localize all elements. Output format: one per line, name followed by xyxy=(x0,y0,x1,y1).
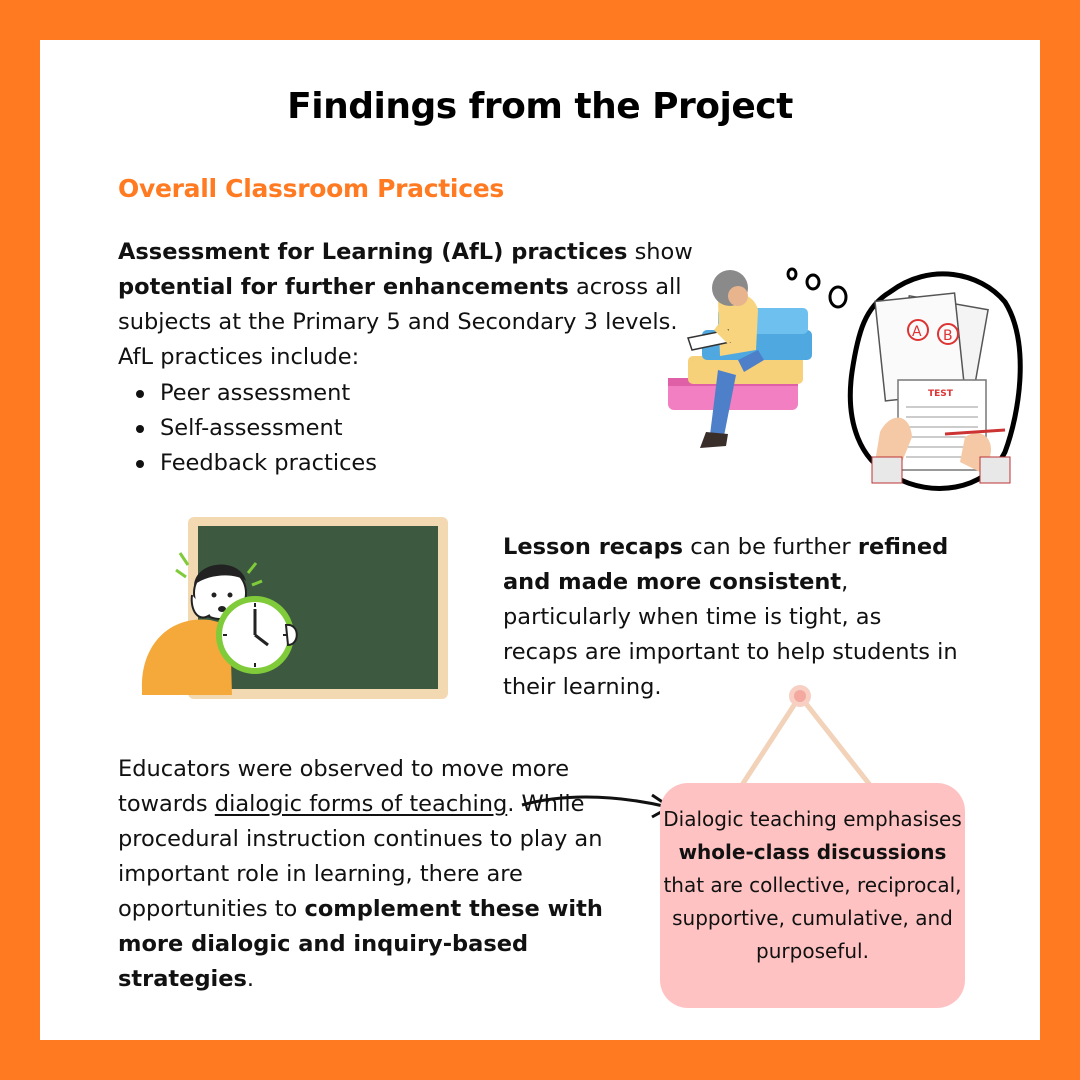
afl-text-1: show xyxy=(627,239,693,265)
grade-a-mark: A xyxy=(912,324,922,340)
afl-bold-1: Assessment for Learning (AfL) practices xyxy=(118,239,628,265)
dialogic-underlined: dialogic forms of teaching xyxy=(214,791,508,817)
arrow-icon xyxy=(518,785,678,825)
afl-bold-2: potential for further enhancements xyxy=(118,274,569,300)
grade-b-mark: B xyxy=(943,328,953,344)
dialogic-text-2: . While procedural instruction continues to play an important role in learning, there are opportunities to xyxy=(118,791,603,922)
callout-text-2: that are collective, reciprocal, supportive, cumulative, and purposeful. xyxy=(663,873,962,963)
lesson-recaps-paragraph xyxy=(503,530,963,705)
callout-bold: whole-class discussions xyxy=(678,840,947,864)
recaps-text-1: can be further xyxy=(683,534,858,560)
afl-paragraph xyxy=(118,235,708,375)
afl-text-2: across all subjects at the Primary 5 and Secondary 3 levels. AfL practices include: xyxy=(118,274,682,370)
content-card xyxy=(40,40,1040,1040)
list-item: Feedback practices xyxy=(160,446,377,481)
chalkboard-clock-illustration xyxy=(140,515,450,700)
section-heading: Overall Classroom Practices xyxy=(118,174,504,203)
dialogic-bold: complement these with more dialogic and inquiry-based strategies xyxy=(118,896,603,992)
page-title: Findings from the Project xyxy=(287,86,793,127)
callout-text-1: Dialogic teaching emphasises xyxy=(663,807,962,831)
recaps-bold-1: Lesson recaps xyxy=(503,534,684,560)
dialogic-text-3: . xyxy=(246,966,255,992)
list-item: Peer assessment xyxy=(160,376,377,411)
recaps-text-2: , particularly when time is tight, as recaps are important to help students in their learning. xyxy=(503,569,958,700)
dialogic-callout-box xyxy=(660,783,965,1008)
recaps-bold-2: refined and made more consistent xyxy=(503,534,949,595)
hanging-string xyxy=(730,680,890,790)
list-item: Self-assessment xyxy=(160,411,377,446)
thought-bubble-test-illustration xyxy=(780,262,1025,497)
callout-text xyxy=(660,803,965,968)
test-label: TEST xyxy=(928,389,953,399)
afl-practices-list xyxy=(160,376,377,481)
dialogic-text-1: Educators were observed to move more towards xyxy=(118,756,570,817)
